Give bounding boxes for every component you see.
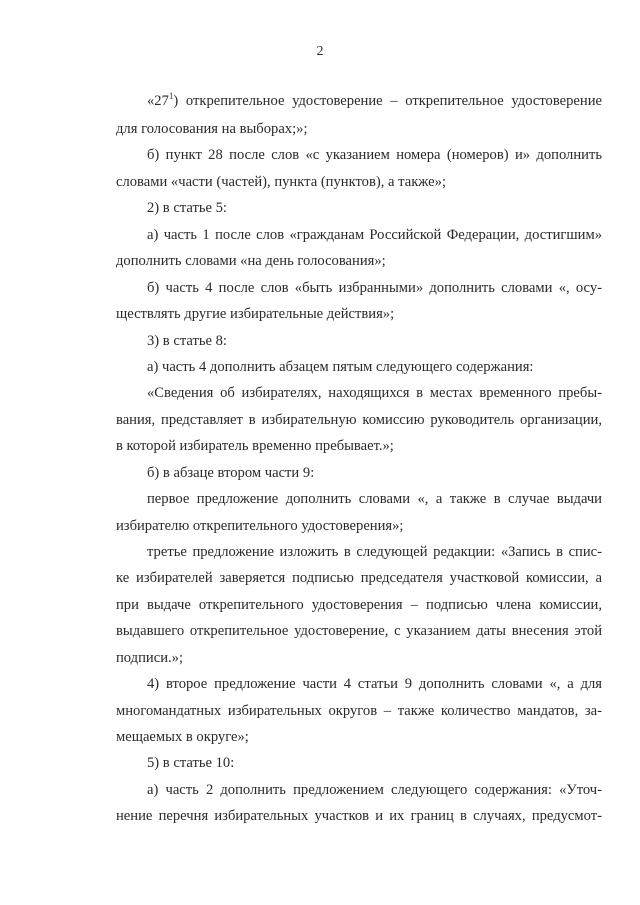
superscript: 1 <box>168 91 174 101</box>
page-number: 2 <box>316 44 324 59</box>
text-line: мещаемых в округе»; <box>116 729 249 745</box>
text-line: при выдаче открепительного удостоверения – подписью члена комиссии, <box>116 597 602 613</box>
text-line: а) часть 1 после слов «гражданам Российской Федерации, достигшим» <box>147 227 602 243</box>
text-line: первое предложение дополнить словами «, а также в случае выдачи <box>147 491 602 507</box>
text-line: дополнить словами «на день голосования»; <box>116 253 386 269</box>
text-line: б) пункт 28 после слов «с указанием номера (номеров) и» дополнить <box>147 147 602 163</box>
text-line: в которой избиратель временно пребывает.»; <box>116 438 394 454</box>
text-line: б) в абзаце втором части 9: <box>147 465 315 481</box>
text-line: «Сведения об избирателях, находящихся в местах временного пребы- <box>147 385 602 401</box>
text-line: 3) в статье 8: <box>147 333 227 349</box>
text-line: подписи.»; <box>116 650 184 666</box>
text-line: третье предложение изложить в следующей редакции: «Запись в спис- <box>147 544 602 560</box>
text-line: а) часть 4 дополнить абзацем пятым следующего содержания: <box>147 359 534 375</box>
text-line: нение перечня избирательных участков и их границ в случаях, предусмот- <box>116 808 602 824</box>
text-line: 5) в статье 10: <box>147 755 235 771</box>
text-line: для голосования на выборах;»; <box>116 121 308 137</box>
text-line: «$27^1$) открепительное удостоверение – открепительное удостоверение <box>147 91 602 109</box>
text-line: а) часть 2 дополнить предложением следующего содержания: «Уточ- <box>147 782 602 798</box>
text-line: словами «части (частей), пункта (пунктов), а также»; <box>116 174 446 190</box>
text-line: 2) в статье 5: <box>147 200 227 216</box>
text-line: б) часть 4 после слов «быть избранными» дополнить словами «, осу- <box>147 280 602 296</box>
text-line: вания, представляет в избирательную комиссию руководитель организации, <box>116 412 602 428</box>
text-line: 4) второе предложение части 4 статьи 9 дополнить словами «, а для <box>147 676 602 692</box>
text-line: ке избирателей заверяется подписью председателя участковой комиссии, а <box>116 570 602 586</box>
text-line: выдавшего открепительное удостоверение, с указанием даты внесения этой <box>116 623 602 639</box>
text-line: избирателю открепительного удостоверения»; <box>116 518 404 534</box>
text-line: многомандатных избирательных округов – также количество мандатов, за- <box>116 703 602 719</box>
text-line: ществлять другие избирательные действия»; <box>116 306 395 322</box>
